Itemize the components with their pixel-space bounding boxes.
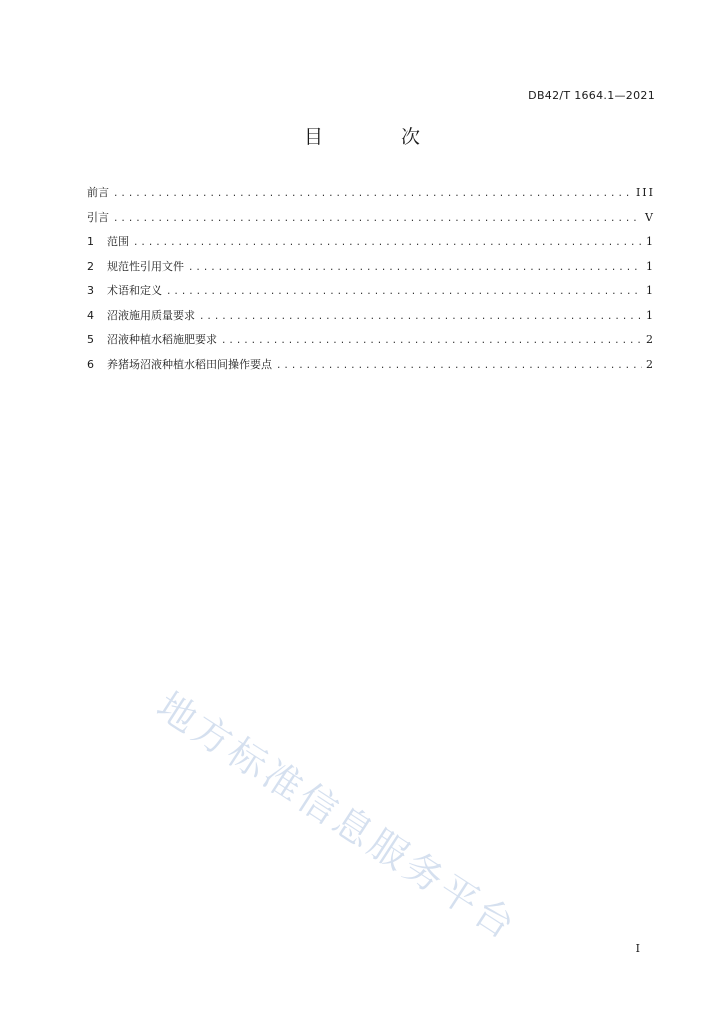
toc-entry-scope[interactable] xyxy=(87,233,655,258)
page-title: 目 次 xyxy=(303,126,457,148)
page-number: I xyxy=(635,942,640,955)
toc-entry-title: 沼液施用质量要求 xyxy=(107,308,195,322)
toc-entry-title: 规范性引用文件 xyxy=(107,259,184,273)
toc-entry-title: 引言 xyxy=(87,210,109,224)
toc-entry-page: 1 xyxy=(646,308,655,322)
toc-entry-number: 1 xyxy=(87,235,94,248)
standard-code: DB42/T 1664.1—2021 xyxy=(528,89,655,102)
toc-leader-dots xyxy=(113,214,641,224)
toc-entry-number: 6 xyxy=(87,357,94,371)
toc-leader-dots xyxy=(276,361,642,371)
toc-entry-number: 5 xyxy=(87,333,94,346)
toc-entry-title: 术语和定义 xyxy=(107,284,162,297)
toc-entry-title: 前言 xyxy=(87,186,109,199)
table-of-contents xyxy=(87,184,655,380)
toc-entry-page: 1 xyxy=(646,259,655,273)
toc-leader-dots xyxy=(199,312,642,322)
toc-entry-title: 沼液种植水稻施肥要求 xyxy=(107,333,217,346)
toc-entry-quality-requirements[interactable] xyxy=(87,307,655,332)
toc-entry-preface[interactable] xyxy=(87,184,655,209)
toc-entry-page: 1 xyxy=(646,284,655,297)
toc-entry-title: 范围 xyxy=(107,235,129,248)
toc-leader-dots xyxy=(113,189,632,199)
toc-leader-dots xyxy=(188,263,642,273)
toc-entry-fertilization-requirements[interactable] xyxy=(87,331,655,356)
toc-leader-dots xyxy=(221,336,642,346)
toc-entry-page: 1 xyxy=(646,235,655,248)
toc-entry-introduction[interactable] xyxy=(87,209,655,234)
toc-entry-number: 4 xyxy=(87,308,94,322)
toc-leader-dots xyxy=(166,287,642,297)
toc-entry-normative-references[interactable] xyxy=(87,258,655,283)
toc-entry-page: 2 xyxy=(646,357,655,371)
toc-entry-number: 3 xyxy=(87,284,94,297)
toc-leader-dots xyxy=(133,238,642,248)
toc-entry-page: V xyxy=(645,210,655,224)
toc-entry-terms-definitions[interactable] xyxy=(87,282,655,307)
toc-entry-number: 2 xyxy=(87,259,94,273)
toc-entry-page: III xyxy=(635,186,655,199)
watermark: 地方标准信息服务平台 xyxy=(149,683,526,950)
toc-entry-title: 养猪场沼液种植水稻田间操作要点 xyxy=(107,357,272,371)
toc-entry-field-operations[interactable] xyxy=(87,356,655,381)
toc-entry-page: 2 xyxy=(646,333,655,346)
